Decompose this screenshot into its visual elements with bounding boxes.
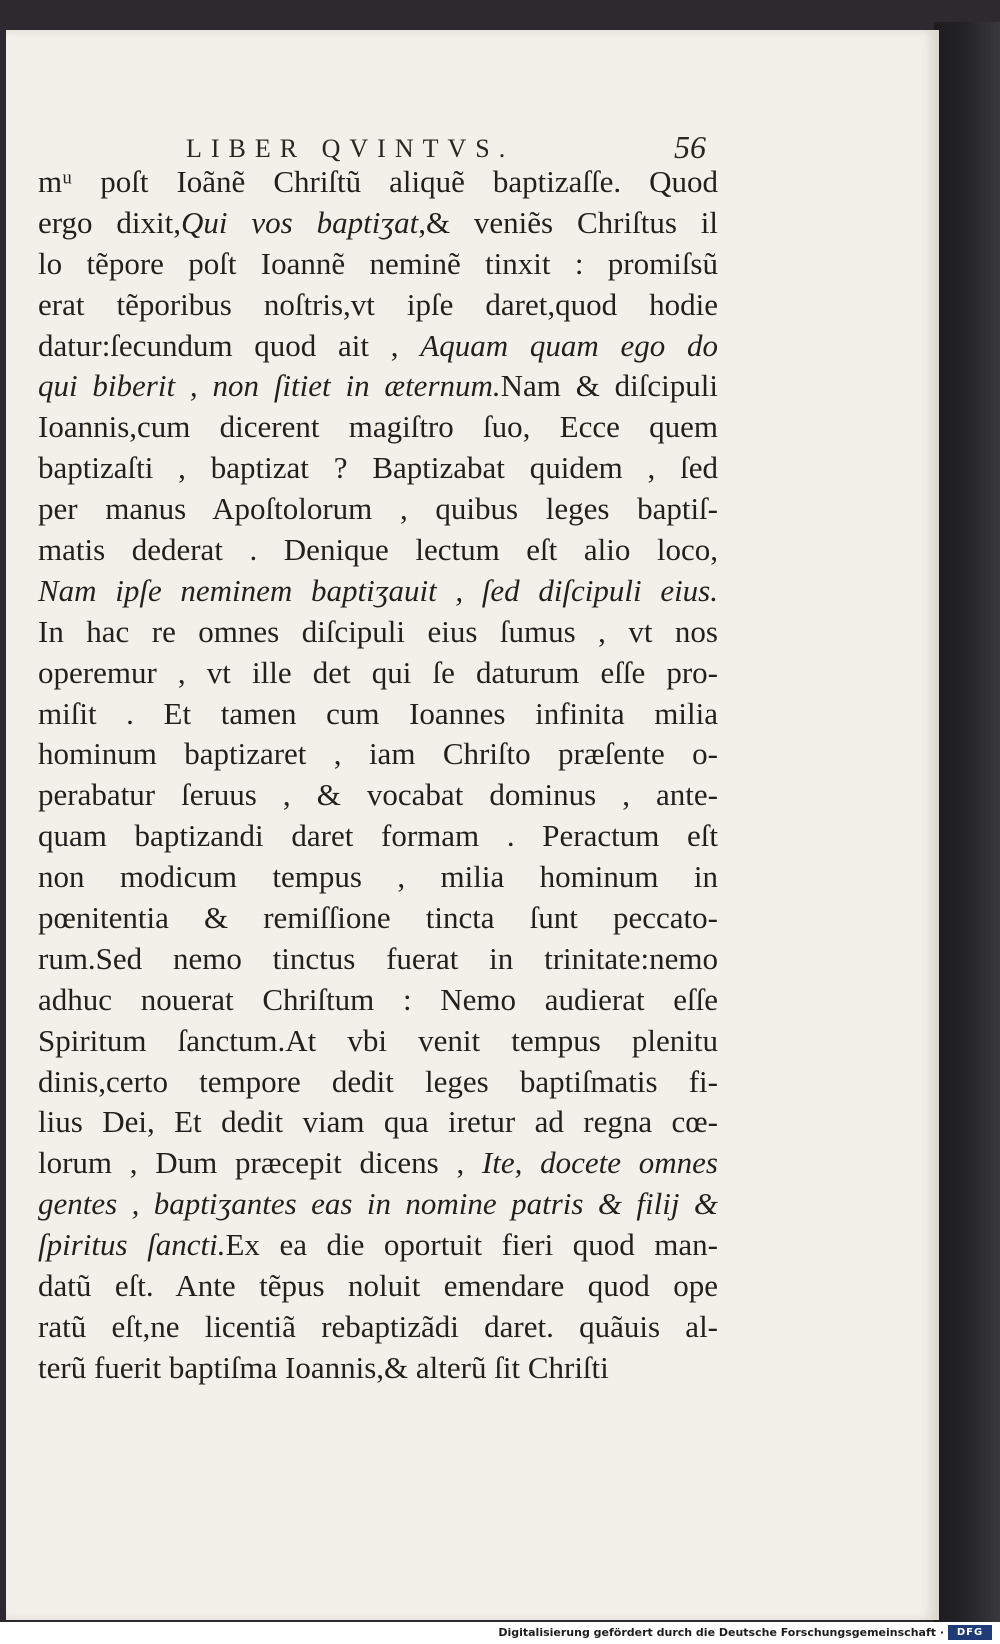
text-line — [38, 734, 718, 775]
text-segment: lorum , Dum præcepit dicens , — [38, 1145, 482, 1181]
text-line — [38, 489, 718, 530]
text-line — [38, 857, 718, 898]
text-segment: Ioannis,cum dicerent magiſtro ſuo, Ecce quem — [38, 409, 718, 445]
book-fore-edge — [934, 22, 1000, 1622]
text-line — [38, 694, 718, 735]
page-header — [6, 102, 936, 165]
text-line — [38, 407, 718, 448]
text-segment: mᵘ poſt Ioãnẽ Chriſtũ aliquẽ baptizaſſe. Quod — [38, 164, 718, 199]
italic-quotation: Qui vos baptiʒat — [181, 204, 419, 240]
text-segment: datur:ſecundum quod ait , — [38, 327, 421, 363]
text-line — [38, 1062, 718, 1103]
text-line — [38, 775, 718, 816]
text-line — [38, 1266, 718, 1307]
text-segment: Ex ea die oportuit fieri quod man- — [225, 1227, 718, 1263]
text-line — [38, 1102, 718, 1143]
text-line — [38, 939, 718, 980]
italic-quotation: Ite, docete omnes — [481, 1145, 718, 1181]
text-line — [38, 530, 718, 571]
text-line — [38, 1021, 718, 1062]
text-line — [38, 980, 718, 1021]
text-segment: ,& veniẽs Chriſtus il — [418, 204, 719, 240]
italic-quotation: Nam ipſe neminem baptiʒauit , ſed diſcipuli eius. — [38, 572, 718, 608]
text-segment: ergo dixit, — [38, 204, 181, 240]
text-line — [38, 1143, 718, 1184]
text-line — [38, 203, 718, 244]
text-line — [38, 1225, 718, 1266]
text-line — [38, 162, 718, 203]
text-segment: adhuc nouerat Chriſtum : Nemo audierat eſſe — [38, 981, 718, 1017]
running-head: LIBER QVINTVS. — [186, 134, 515, 163]
italic-quotation: gentes , baptiʒantes eas in nomine patris & filij & — [38, 1186, 718, 1222]
dfg-logo: DFG — [948, 1625, 992, 1640]
text-line — [38, 326, 718, 367]
text-line — [38, 571, 718, 612]
italic-quotation: qui biberit , non ſitiet in æternum. — [38, 368, 501, 404]
text-line — [38, 1307, 718, 1348]
text-line — [38, 244, 718, 285]
text-segment: baptizaſti , baptizat ? Baptizabat quidem , ſed — [38, 450, 718, 486]
text-segment: quam baptizandi daret formam . Peractum eſt — [38, 818, 718, 854]
text-line — [38, 612, 718, 653]
funding-credit: Digitalisierung gefördert durch die Deutsche Forschungsgemeinschaft · — [498, 1626, 944, 1639]
text-segment: Nam & diſcipuli — [500, 368, 718, 404]
body-text — [38, 162, 718, 1389]
digitization-footer — [0, 1622, 1000, 1644]
text-segment: lo tẽpore poſt Ioannẽ neminẽ tinxit : promiſsũ — [38, 245, 718, 281]
text-line — [38, 285, 718, 326]
text-line — [38, 1184, 718, 1225]
text-segment: ratũ eſt,ne licentiã rebaptizãdi daret. quãuis al- — [38, 1308, 718, 1344]
text-segment: perabatur ſeruus , & vocabat dominus , ante- — [38, 777, 718, 813]
book-page — [6, 30, 939, 1620]
text-segment: non modicum tempus , milia hominum in — [38, 859, 718, 895]
text-line — [38, 366, 718, 407]
text-segment: terũ fuerit baptiſma Ioannis,& alterũ ſit Chriſti — [38, 1349, 609, 1385]
text-line — [38, 816, 718, 857]
text-segment: datũ eſt. Ante tẽpus noluit emendare quod ope — [38, 1268, 718, 1304]
text-segment: dinis,certo tempore dedit leges baptiſmatis fi- — [38, 1063, 718, 1099]
text-segment: miſit . Et tamen cum Ioannes infinita milia — [38, 695, 718, 731]
italic-quotation: Aquam quam ego do — [420, 327, 718, 363]
text-line — [38, 653, 718, 694]
italic-quotation: ſpiritus ſancti. — [38, 1227, 226, 1263]
text-segment: matis dederat . Denique lectum eſt alio loco, — [38, 532, 718, 568]
text-segment: In hac re omnes diſcipuli eius ſumus , vt nos — [38, 613, 718, 649]
text-line — [38, 448, 718, 489]
text-segment: operemur , vt ille det qui ſe daturum eſſe pro- — [38, 654, 718, 690]
text-segment: lius Dei, Et dedit viam qua iretur ad regna cœ- — [38, 1104, 718, 1140]
text-segment: pœnitentia & remiſſione tincta ſunt peccato- — [38, 900, 718, 936]
text-segment: rum.Sed nemo tinctus fuerat in trinitate:nemo — [38, 940, 718, 976]
page-number: 56 — [674, 129, 706, 165]
text-segment: hominum baptizaret , iam Chriſto præſente o- — [38, 736, 718, 772]
text-line — [38, 898, 718, 939]
text-segment: Spiritum ſanctum.At vbi venit tempus plenitu — [38, 1022, 718, 1058]
text-segment: erat tẽporibus noſtris,vt ipſe daret,quod hodie — [38, 286, 718, 322]
text-segment: per manus Apoſtolorum , quibus leges baptiſ- — [38, 491, 718, 527]
text-line — [38, 1348, 718, 1389]
